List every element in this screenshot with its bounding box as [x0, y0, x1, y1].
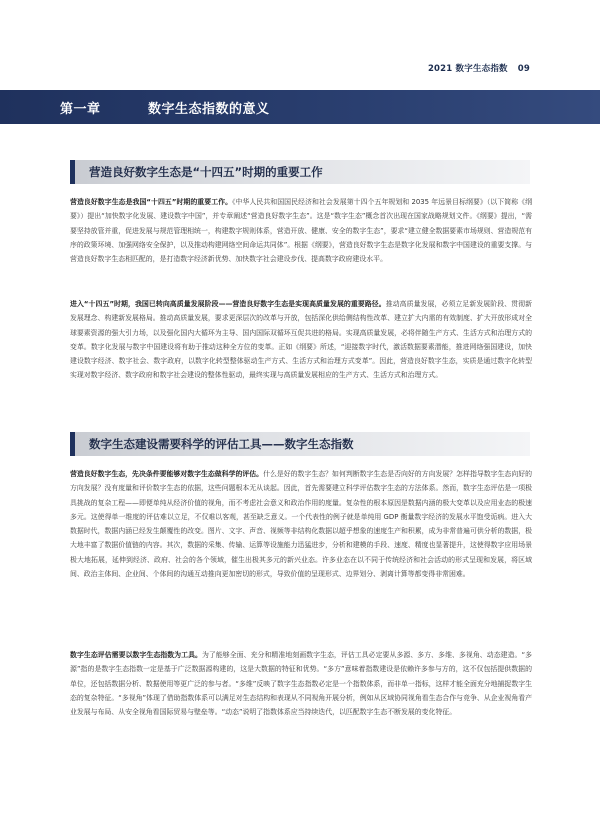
paragraph-3 [70, 467, 532, 581]
paragraph-2-body: 推动高质量发展，必须立足新发展阶段、贯彻新发展理念、构建新发展格局。推动高质量发展，要求更深层次的改革与开放，包括深化供给侧结构性改革、建立扩大内需的有效制度、扩大开放形成对全球要素资源的强大引力场，以及强化国内大循环为主导、国内国际双循环互促共进的格局。实现高质量发展，必将伴随生产方式、生活方式和治理方式的变革。数字化发展与数字中国建设将有助于推动这种全方位的变革。正如《纲要》所述，“迎接数字时代，激活数据要素潜能，推进网络强国建设，加快建设数字经济、数字社会、数字政府，以数字化转型整体驱动生产方式、生活方式和治理方式变革”。因此，营造良好数字生态，实质是通过数字化转型实现对数字经济、数字政府和数字社会建设的整体性驱动，最终实现与高质量发展相应的生产方式、生活方式和治理方式。 [70, 300, 533, 380]
paragraph-2 [70, 297, 532, 383]
paragraph-3-body: 什么是好的数字生态？如何判断数字生态是否向好的方向发展？怎样指导数字生态向好的方向发展？没有度量和评价数字生态的依据，这些问题根本无从谈起。因此，首先需要建立科学评估数字生态的方法体系。然而，数字生态评估是一项极具挑战的复杂工程——即便单纯从经济价值的视角，而不考虑社会意义和政治作用的度量。复杂性的根本原因是数据内涵的极大变革以及应用业态的极速多元。这使得单一维度的评估难以立足，不仅难以客观，甚至缺乏意义。一个代表性的例子就是单纯用 GDP 衡量数字经济的发展水平饱受诟病。进入大数据时代，数据内涵已经发生颠覆性的改变。图片、文字、声音、视频等非结构化数据以超乎想象的速度生产和积累，成为非常普遍可供分析的数据，极大地丰富了数据价值链的内容。其次，数据的采集、传输、运算等设施能力迅猛进步，分析和建模的手段、速度、精度也显著提升，这使得数字应用场景极大地拓展，延伸到经济、政府、社会的各个领域，催生出极其多元的新兴业态。许多业态在以不同于传统经济和社会活动的形式呈现和发展，将区域间、政治主体间、企业间、个体间的沟通互动推向更加密切的形式，导致价值的呈现形式、边界划分、剥离计算等都变得非常困难。 [70, 470, 532, 579]
paragraph-1-body: 《中华人民共和国国民经济和社会发展第十四个五年规划和 2035 年远景目标纲要》（以下简称《纲要》）提出“加快数字化发展、建设数字中国”，并专章阐述“营造良好数字生态”。这是“数字生态”概念首次出现在国家战略规划文件。《纲要》提出，“需要坚持放管并重，促进发展与规范管理相统一，构建数字规则体系，营造开放、健康、安全的数字生态”，要求“建立健全数据要素市场规则、营造规范有序的政策环境、加强网络安全保护，以及推动构建网络空间命运共同体”。根据《纲要》，营造良好数字生态是数字化发展和数字中国建设的重要支撑。与营造良好数字生态相匹配的，是打造数字经济新优势、加快数字社会建设步伐、提高数字政府建设水平。 [70, 198, 533, 264]
chapter-title: 数字生态指数的意义 [148, 102, 270, 117]
paragraph-4 [70, 648, 532, 719]
section-title-1: 营造良好数字生态是“十四五”时期的重要工作 [89, 165, 323, 179]
paragraph-4-lead: 数字生态评估需要以数字生态指数为工具。 [70, 651, 202, 659]
paragraph-3-lead: 营造良好数字生态，先决条件要能够对数字生态做科学的评估。 [70, 470, 264, 478]
page-number: 09 [517, 64, 530, 74]
section-heading-1 [70, 160, 530, 184]
paragraph-1 [70, 195, 532, 266]
paragraph-2-lead: 进入“十四五”时期，我国已转向高质量发展阶段——营造良好数字生态是实现高质量发展的重要路径。 [70, 300, 386, 308]
section-heading-2 [70, 432, 530, 456]
paragraph-4-body: 为了能够全面、充分和精准地刻画数字生态，评估工具必定要从多源、多方、多维、多视角、动态建造。“多源”指的是数字生态指数一定是基于广泛数据源构建的，这是大数据的特征和优势。“多方”意味着指数建设是依赖许多参与方的，这不仅包括提供数据的单位，还包括数据分析、数据使用等更广泛的参与者。“多维”反映了数字生态指数必定是一个指数体系，而非单一指标，这样才能全面充分地捕捉数字生态的复杂特征。“多视角”体现了借助指数体系可以满足对生态结构和表现从不同视角开展分析，例如从区域协同视角看生态合作与竞争、从企业视角看产业发展与布局、从安全视角看国际贸易与壁垒等。“动态”说明了指数体系应当持续迭代，以匹配数字生态不断发展的变化特征。 [70, 651, 532, 717]
paragraph-1-lead: 营造良好数字生态是我国“十四五”时期的重要工作。 [70, 198, 233, 206]
header-title: 2021 数字生态指数 [427, 64, 508, 74]
chapter-banner [0, 90, 600, 124]
section-title-2: 数字生态建设需要科学的评估工具——数字生态指数 [89, 437, 354, 451]
chapter-number: 第一章 [60, 102, 101, 117]
running-header [428, 62, 530, 74]
